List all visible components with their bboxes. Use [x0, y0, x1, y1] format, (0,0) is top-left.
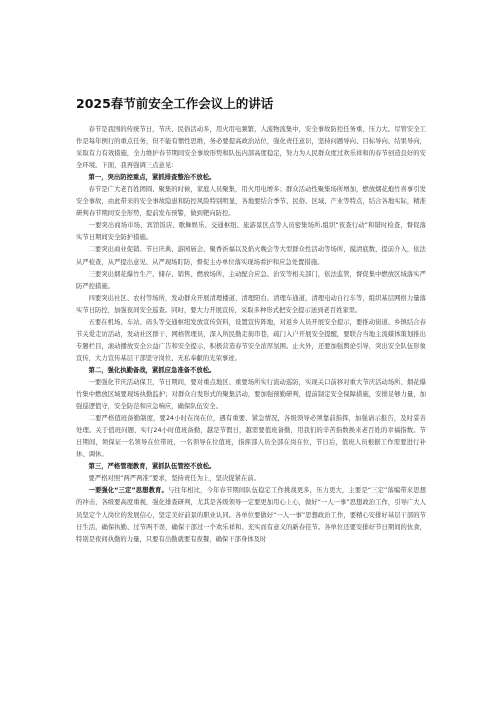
paragraph: 二要突出商业促销、节日庆典、游园庙会、聚香祈福以及焰火晚会等大型群众性活动等场所，摸清底数，提前介入，依法从严检查，从严提出意见、从严现场盯防，督促主办单位落实现场看护和应急处置措施。: [76, 246, 426, 266]
paragraph: 一要强化节庆活动保卫，节日期间，要对重点地区、重要场所实行流动巡防，实现关口前移对重大节庆活动场所、烟花爆竹集中燃放区域要现场执勤监护；对群众自发形式的聚集活动，要加强预勤研判，提前制定安全保障措施，安排足够力量，加强巡逻值守，安全防范和应急响应，确保队伍安全。: [76, 378, 426, 411]
section-heading: 第一，突出防控重点，紧抓排查整治不放松。: [88, 174, 216, 182]
paragraph: 三要突出烟花爆竹生产、储存、销售、燃放场所，主动配合应急、治安等相关部门，依法监管，督促集中燃放区域落实严防严控措施。: [76, 270, 426, 290]
paragraph: 要严格对照“两严两准”要求，坚持责任为上，坚决捉紧在前。: [88, 475, 261, 483]
paragraph-lead: 一要强化“三定”思想教育。: [88, 487, 168, 495]
paragraph: 二要严格值班备勤制度，要24小时在岗在位，遇有重要、紧急情况，各级领导必须靠前指挥，加强请示报告，及时妥善处理。关于值班问题，实行24小时值班备勤，越是节假日，越需要值班备勤，用我们的辛苦指数换来老百姓的幸福指数。节日期间，须保证一名领导在位带班，一名领导在位值班，指挥部人员全部在岗在位，节日后，值班人员根据工作需要进行补休、调休。: [76, 415, 426, 459]
section-heading: 第二，强化执勤备战，紧抓应急准备不放松。: [88, 366, 216, 374]
paragraph: 春节是我国的传统节日，节庆、民俗活动多，用火用电频繁，人流物流集中，安全事故防控任务重、压力大。尽管安全工作是每年例行的重点任务，但不能有惯性思维，务必要提高政治站位，强化责任意识，坚持问题导向、目标导向、结果导向，采取有力有效措施，全力维护春节期间安全事故形势和队伍内部高度稳定，努力为人民群众度过欢乐祥和的春节创造良好的安全环境。下面，我再强调三点意见：: [76, 126, 426, 170]
section-heading: 第三，严格管理教育，紧抓队伍管控不放松。: [88, 463, 216, 471]
paragraph: 五要在机场、车站、码头等交通枢纽发放宣传资料，设置宣传阵地，对返乡人员开展安全提示，要推动街道、乡镇结合春节关爱走访活动，发动社区群干、网格管理员，深入所民勤走街串巷，疏门入户开展安全提醒，要联合当地主流媒体策划推出专题栏目，滚动播放安全公益广告和安全提示，积极营造春节安全浓厚氛围。止火外，还要加强舆论引导，突出安全队伍形象宣传，大力宣传基层干部坚守岗位、无私奉献的光荣事迹。: [76, 318, 426, 362]
document-title: 2025春节前安全工作会议上的讲话: [76, 96, 274, 111]
paragraph: 一要突出商场市场、宾馆饭店、歌舞娱乐、交通枢纽、旅游景区点等人员密集场所,组织“夜查行动”和错时检查，督促落实节日期间安全防护措施。: [76, 222, 426, 242]
document-body: [76, 124, 426, 546]
paragraph: 四要突出社区、农村等场所，发动群众开展清理楼道、清理阳台、清理车通道、清理电动自行车等，组织基层网格力量落实节日防控，加强夜间安全巡查。同时，要大力开展宣传，采取多种形式把安全提示送到老百姓家里。: [76, 294, 426, 314]
paragraph-text: 与往年相比，今年春节期间队伍稳定工作挑战更多，压力更大，主要是“三定”落编带来思想的冲击，各级要高度重视，强化排查研判，尤其是各级领导一定要更加用心上心，做好“一人一事”思想政治工作，引导广大人员坚定个人岗位的发展信心，坚定美好前景的职业认同。各单位要做好“一人一事”思想政治工作，要精心安排好基层干部的节日生活，确保执勤、过节两不误，确保干部过一个欢乐祥和、充实而有意义的新春佳节。各单位还要安排好节日期间的伙食，特别是夜间执勤的力量，只要有出勤就要有夜餐，确保干部身体及时: [76, 487, 427, 543]
paragraph: 春节是广大老百姓团圆、聚集的时候，家庭人员聚集，用火用电增多；群众活动性聚集场所增加，燃放烟花炮竹喜事引发安全事故，由此带来的安全事故隐患和防控风险特别明显，各地要结合季节、民俗、区域、产业等特点，结合各地实际，精准研判春节期间安全形势，提前发布预警，做到靶向防控。: [76, 186, 426, 218]
paragraph: [76, 485, 426, 545]
